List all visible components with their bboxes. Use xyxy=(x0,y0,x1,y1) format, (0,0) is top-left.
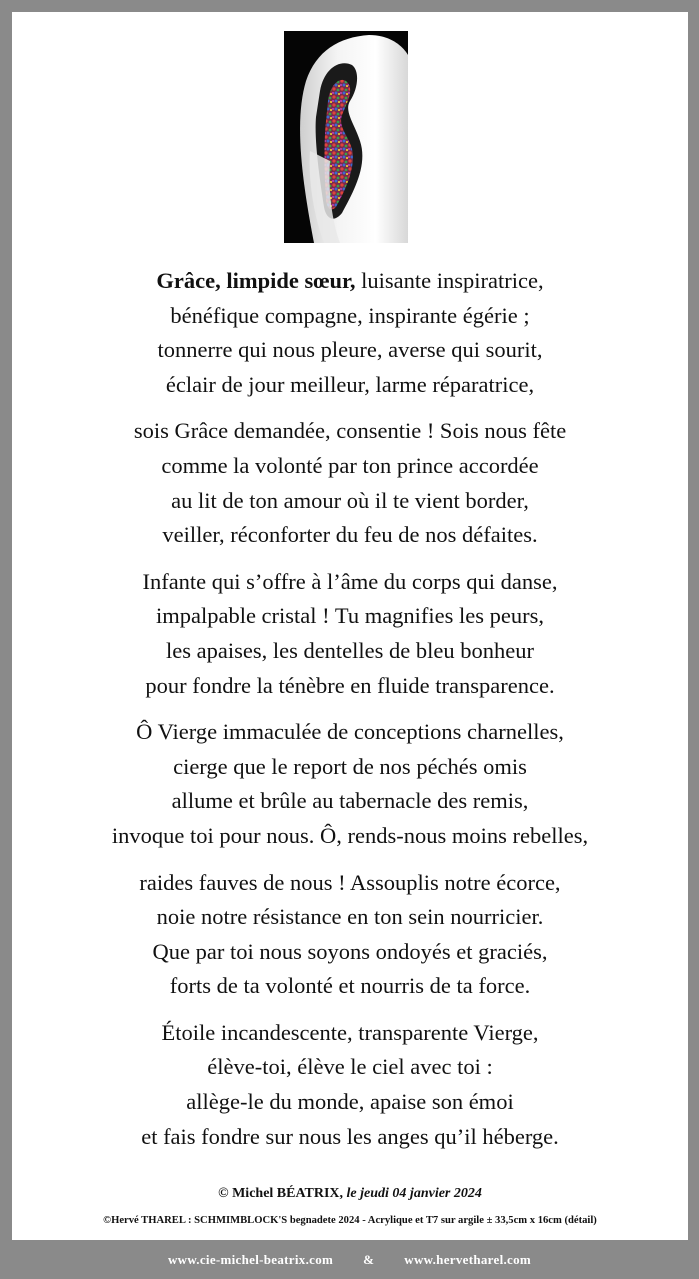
poem-line xyxy=(12,715,688,750)
poem-line xyxy=(12,599,688,634)
stanza xyxy=(12,715,688,853)
poem-line-text: et fais fondre sur nous les anges qu’il héberge. xyxy=(141,1123,559,1149)
stanza xyxy=(12,866,688,1004)
poem-line-text: pour fondre la ténèbre en fluide transparence. xyxy=(145,672,555,698)
author-name: © Michel BÉATRIX, xyxy=(218,1186,344,1201)
poem-line-text: allège-le du monde, apaise son émoi xyxy=(186,1089,514,1115)
poem-line-text: allume et brûle au tabernacle des remis, xyxy=(171,788,529,814)
author-credit xyxy=(12,1186,688,1202)
poem-line xyxy=(12,900,688,935)
poem-line-text: raides fauves de nous ! Assouplis notre écorce, xyxy=(139,869,561,895)
poem-line-text: les apaises, les dentelles de bleu bonheur xyxy=(165,637,534,663)
poem-line xyxy=(12,969,688,1004)
poem-line xyxy=(12,299,688,334)
poem-line-text: comme la volonté par ton prince accordée xyxy=(161,452,539,478)
footer-links xyxy=(0,1240,699,1279)
poem-line xyxy=(12,264,688,299)
poem-line xyxy=(12,669,688,704)
poem-line xyxy=(12,333,688,368)
sculpture-photo xyxy=(284,31,408,243)
poem-line-text: Que par toi nous soyons ondoyés et graciés, xyxy=(152,938,548,964)
poem-line xyxy=(12,368,688,403)
poem-line xyxy=(12,819,688,854)
poem-line xyxy=(12,1085,688,1120)
poem-line-text: bénéfique compagne, inspirante égérie ; xyxy=(170,302,530,328)
poem-text xyxy=(12,264,688,1166)
stanza xyxy=(12,1016,688,1154)
poem-line-text: Étoile incandescente, transparente Vierge, xyxy=(161,1019,539,1045)
poem-line-text: noie notre résistance en ton sein nourricier. xyxy=(156,904,544,930)
poem-line-text: Ô Vierge immaculée de conceptions charnelles, xyxy=(136,719,564,745)
stanza xyxy=(12,264,688,402)
poem-sheet xyxy=(12,12,688,1240)
website-link-herve-tharel[interactable]: www.hervetharel.com xyxy=(404,1251,532,1267)
poem-line xyxy=(12,784,688,819)
poem-line xyxy=(12,866,688,901)
stanza xyxy=(12,414,688,552)
poem-line xyxy=(12,1050,688,1085)
poem-line-text: luisante inspiratrice, xyxy=(355,268,544,293)
poem-line-text: Infante qui s’offre à l’âme du corps qui danse, xyxy=(142,568,558,594)
poem-line xyxy=(12,565,688,600)
sculpture-image xyxy=(284,31,408,243)
footer-separator: & xyxy=(363,1251,375,1267)
poem-line xyxy=(12,1120,688,1155)
poem-line-text: veiller, réconforter du feu de nos défaites. xyxy=(162,522,538,548)
poem-line xyxy=(12,750,688,785)
poem-line-text: cierge que le report de nos péchés omis xyxy=(173,753,527,779)
poem-line-text: élève-toi, élève le ciel avec toi : xyxy=(207,1054,493,1080)
poem-date: le jeudi 04 janvier 2024 xyxy=(346,1186,482,1201)
website-link-michel-beatrix[interactable]: www.cie-michel-beatrix.com xyxy=(167,1251,334,1267)
poem-line-text: tonnerre qui nous pleure, averse qui sourit, xyxy=(157,337,543,363)
poem-line xyxy=(12,449,688,484)
poem-line-text: forts de ta volonté et nourris de ta force. xyxy=(169,973,531,999)
poem-line-text: impalpable cristal ! Tu magnifies les peurs, xyxy=(155,603,545,629)
poem-line-bold: Grâce, limpide sœur, xyxy=(156,268,356,293)
poem-line xyxy=(12,414,688,449)
stanza xyxy=(12,565,688,703)
poem-line-text: au lit de ton amour où il te vient border, xyxy=(171,487,529,513)
artwork-credit: ©Hervé THAREL : SCHMIMBLOCK'S begnadete 2024 - Acrylique et T7 sur argile ± 33,5cm x 16cm (détail) xyxy=(103,1215,597,1226)
poem-line-text: éclair de jour meilleur, larme réparatrice, xyxy=(165,371,535,397)
poem-line xyxy=(12,1016,688,1051)
poem-line-text: invoque toi pour nous. Ô, rends-nous moins rebelles, xyxy=(111,822,589,848)
poem-line xyxy=(12,935,688,970)
poem-line xyxy=(12,518,688,553)
poem-line xyxy=(12,484,688,519)
poem-line xyxy=(12,634,688,669)
poem-line-text: sois Grâce demandée, consentie ! Sois nous fête xyxy=(133,418,567,444)
